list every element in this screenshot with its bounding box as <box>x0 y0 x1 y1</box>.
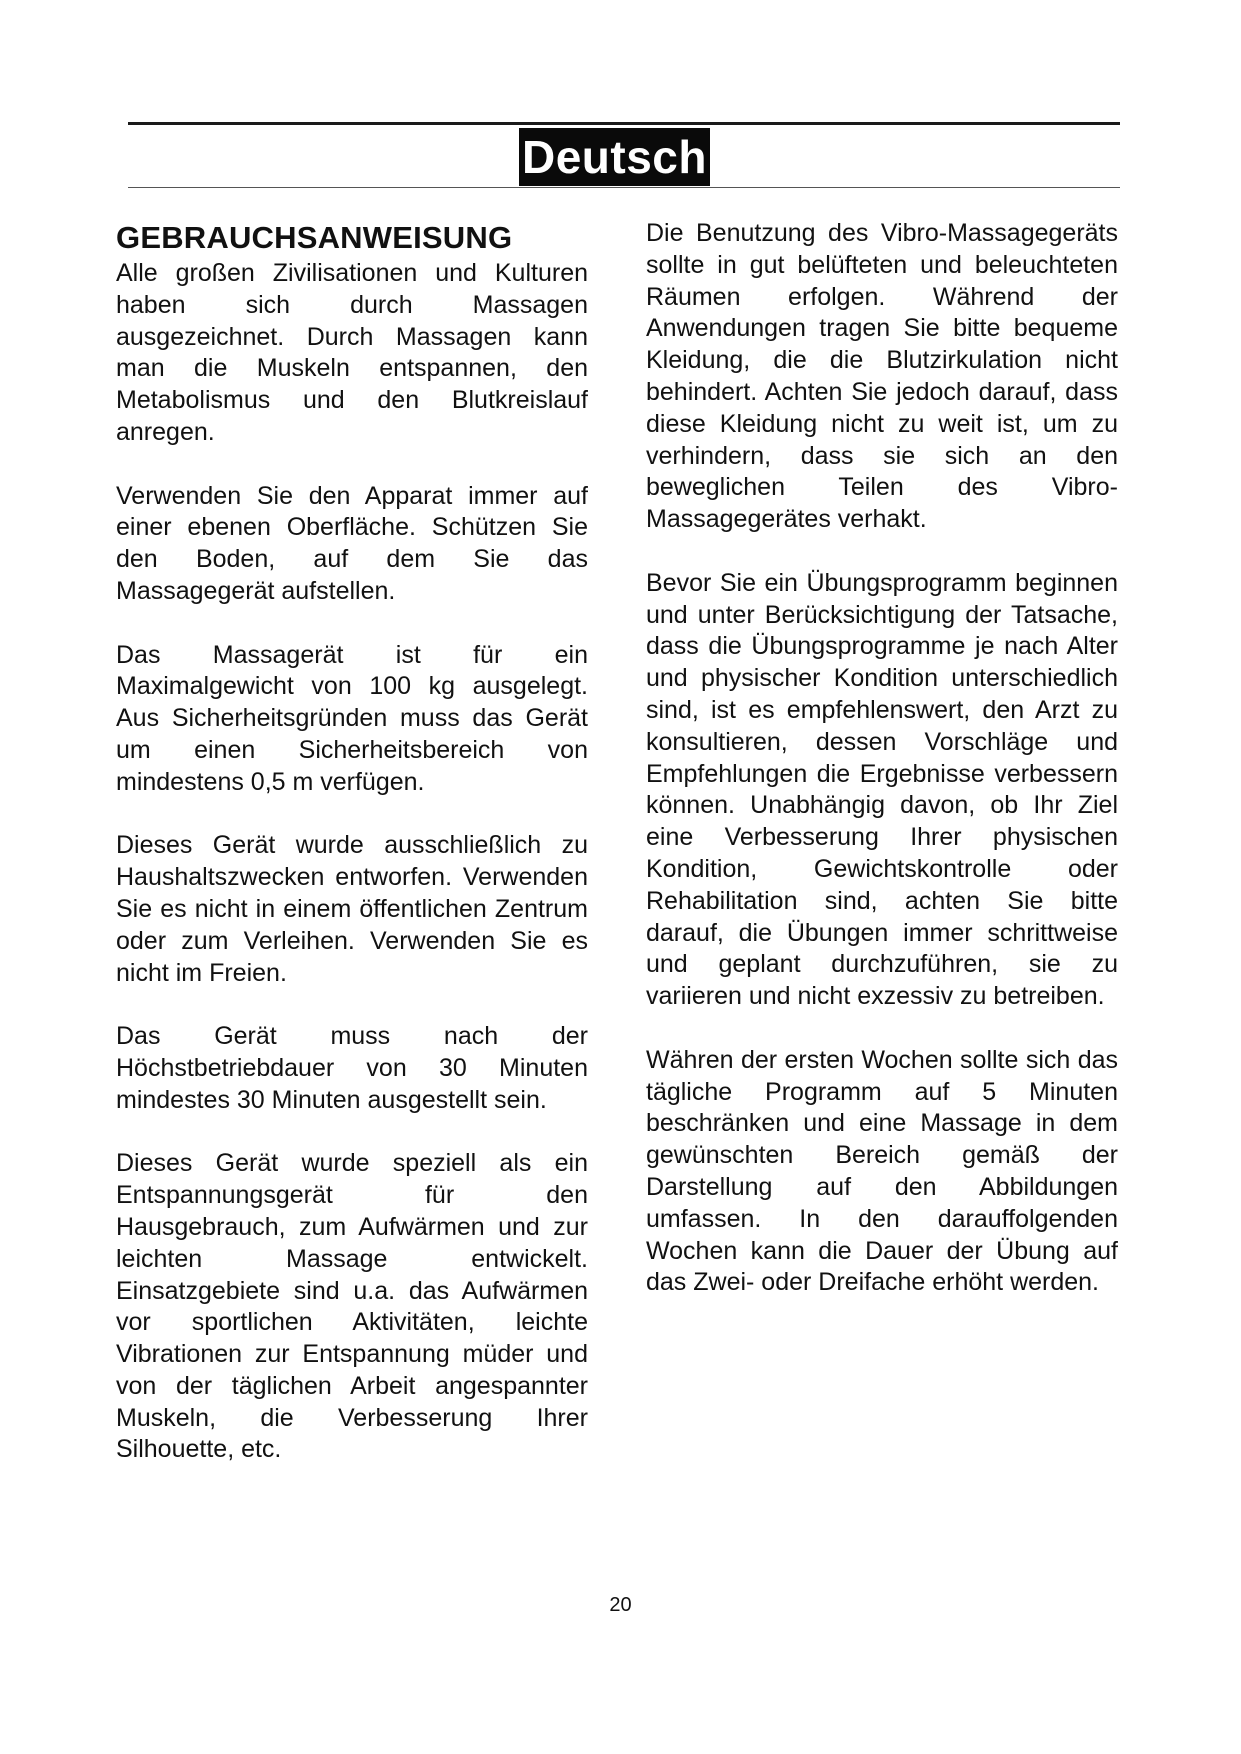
paragraph-surface: Verwenden Sie den Apparat immer auf einer ebenen Oberfläche. Schützen Sie den Boden, auf dem Sie das Massagegerät aufstellen. <box>116 481 588 605</box>
paragraph-consult-doctor: Bevor Sie ein Übungsprogramm beginnen und unter Berücksichtigung der Tatsache, dass die Übungsprogramme je nach Alter und physischer Kondition unterschiedlich sind, ist es empfehlenswert, den Arzt zu konsultieren, dessen Vorschläge und Empfehlungen die Ergebnisse verbessern können. Unabhängig davon, ob Ihr Ziel eine Verbesserung Ihrer physischen Kondition, Gewichtskontrolle oder Rehabilitation sind, achten Sie bitte darauf, die Übungen immer schrittweise und geplant durchzuführen, sie zu variieren und nicht exzessiv zu betreiben. <box>646 568 1118 1011</box>
right-column <box>646 218 1118 1331</box>
paragraph-intro: Alle großen Zivilisationen und Kulturen haben sich durch Massagen ausgezeichnet. Durch Massagen kann man die Muskeln entspannen, den Metabolismus und den Blutkreislauf anregen. <box>116 259 588 446</box>
header-rule-top <box>128 122 1120 125</box>
paragraph-household-use: Dieses Gerät wurde ausschließlich zu Haushaltszwecken entworfen. Verwenden Sie es nicht in einem öffentlichen Zentrum oder zum Verleihen. Verwenden Sie es nicht im Freien. <box>116 831 588 987</box>
paragraph-purpose: Dieses Gerät wurde speziell als ein Entspannungsgerät für den Hausgebrauch, zum Aufwärmen und zur leichten Massage entwickelt. Einsatzgebiete sind u.a. das Aufwärmen vor sportlichen Aktivitäten, leichte Vibrationen zur Entspannung müder und von der täglichen Arbeit angespannter Muskeln, die Verbesserung Ihrer Silhouette, etc. <box>116 1149 588 1464</box>
language-badge: Deutsch <box>519 128 710 186</box>
paragraph-max-weight: Das Massagerät ist für ein Maximalgewicht von 100 kg ausgelegt. Aus Sicherheitsgründen muss das Gerät um einen Sicherheitsbereich von mindestens 0,5 m verfügen. <box>116 640 588 796</box>
paragraph-operating-time: Das Gerät muss nach der Höchstbetriebdauer von 30 Minuten mindestes 30 Minuten ausgestellt sein. <box>116 1022 588 1114</box>
page-number: 20 <box>609 1594 632 1616</box>
paragraph-first-weeks: Währen der ersten Wochen sollte sich das tägliche Programm auf 5 Minuten beschränken und eine Massage in dem gewünschten Bereich gemäß der Darstellung auf den Abbildungen umfassen. In den darauffolgenden Wochen kann die Dauer der Übung auf das Zwei- oder Dreifache erhöht werden. <box>646 1045 1118 1297</box>
section-heading: GEBRAUCHSANWEISUNG <box>116 220 513 255</box>
header-rule-bottom <box>128 187 1120 188</box>
left-column <box>116 218 588 1498</box>
paragraph-ventilation-clothing: Die Benutzung des Vibro-Massagegeräts sollte in gut belüfteten und beleuchteten Räumen erfolgen. Während der Anwendungen tragen Sie bitte bequeme Kleidung, die die Blutzirkulation nicht behindert. Achten Sie jedoch darauf, dass diese Kleidung nicht zu weit ist, um zu verhindern, dass sie sich an den beweglichen Teilen des Vibro-Massagegerätes verhakt. <box>646 219 1118 534</box>
